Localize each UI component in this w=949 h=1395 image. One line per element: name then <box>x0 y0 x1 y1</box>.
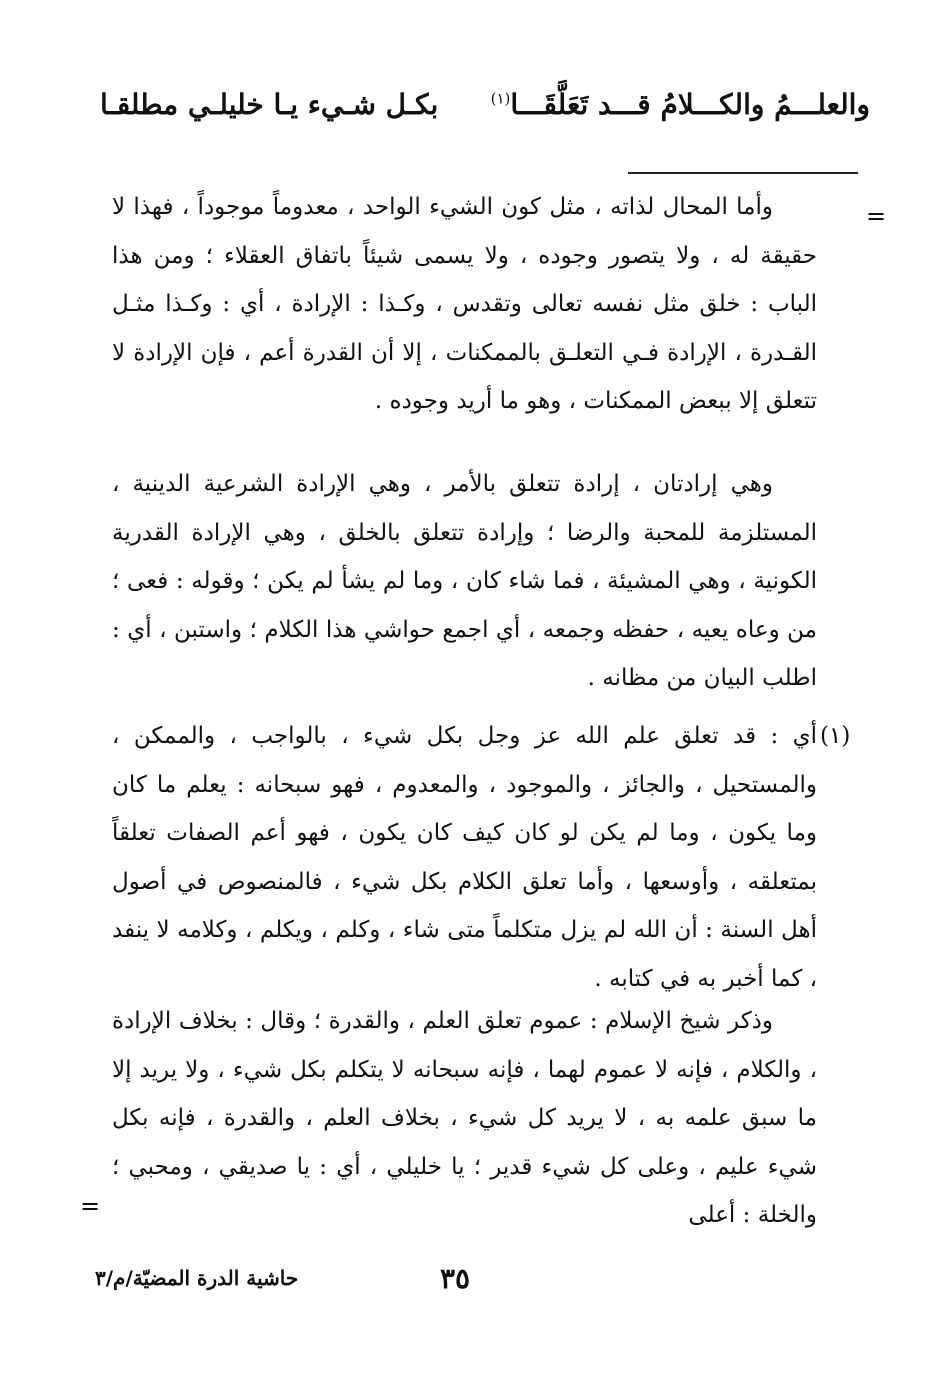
footnote-marker[interactable]: (١) <box>490 89 511 108</box>
paragraph-text: وأما المحال لذاته ، مثل كون الشيء الواحد ، معدوماً موجوداً ، فهذا لا حقيقة له ، ولا يتصور وجوده ، ولا يسمى شيئاً باتفاق العقلاء ؛ ومن هذا الباب : خلق مثل نفسه تعالى وتقدس ، وكـذا : الإرادة ، أي : وكـذا مثـل القـدرة ، الإرادة فـي التعلـق بالممكنات ، إلا أن القدرة أعم ، فإن الإرادة لا تتعلق إلا ببعض الممكنات ، وهو ما أريد وجوده . <box>112 194 817 414</box>
page-number: ٣٥ <box>440 1262 471 1295</box>
footer-signature: حاشية الدرة المضيّة/م/٣ <box>95 1266 299 1290</box>
verse-line <box>100 88 870 121</box>
verse-right-hemistich: والعلـــمُ والكـــلامُ قـــد تَعَلَّقَـــا$^{(١)}$ <box>490 88 870 121</box>
paragraph-text: وهي إرادتان ، إرادة تتعلق بالأمر ، وهي الإرادة الشرعية الدينية ، المستلزمة للمحبة والرضا ؛ وإرادة تتعلق بالخلق ، وهي الإرادة القدرية الكونية ، وهي المشيئة ، فما شاء كان ، وما لم يشأ لم يكن ؛ وقوله : فعى ؛ من وعاه يعيه ، حفظه وجمعه ، أي اجمع حواشي هذا الكلام ؛ واستبن ، أي : اطلب البيان من مظانه . <box>112 471 817 691</box>
verse-left-hemistich: بكـل شـيء يـا خليلـي مطلقـا <box>100 88 439 121</box>
continuation-mark-top: = <box>866 202 887 230</box>
footnote-paragraph-2 <box>112 997 817 1240</box>
commentary-paragraph-1 <box>112 183 817 426</box>
footnote-text: وذكر شيخ الإسلام : عموم تعلق العلم ، والقدرة ؛ وقال : بخلاف الإرادة ، والكلام ، فإنه لا عموم لهما ، فإنه سبحانه لا يتكلم بكل شيء ، ولا يريد إلا ما سبق علمه به ، لا يريد كل شيء ، بخلاف العلم ، والقدرة ، فإنه بكل شيء عليم ، وعلى كل شيء قدير ؛ يا خليلي ، أي : يا صديقي ، ومحبي ؛ والخلة : أعلى <box>112 1008 817 1228</box>
continuation-mark-bottom: = <box>80 1192 101 1220</box>
commentary-paragraph-2 <box>112 460 817 703</box>
footnote-paragraph-1 <box>112 712 817 1003</box>
verse-divider <box>628 172 858 174</box>
footnote-text: أي : قد تعلق علم الله عز وجل بكل شيء ، بالواجب ، والممكن ، والمستحيل ، والجائز ، والموجود ، والمعدوم ، فهو سبحانه : يعلم ما كان وما يكون ، وما لم يكن لو كان كيف كان يكون ، فهو أعم الصفات تعلقاً بمتعلقه ، وأوسعها ، وأما تعلق الكلام بكل شيء ، فالمنصوص في أصول أهل السنة : أن الله لم يزل متكلماً متى شاء ، وكلم ، ويكلم ، وكلامه لا ينفد ، كما أخبر به في كتابه . <box>112 723 817 992</box>
footnote-number: (١) <box>820 723 851 749</box>
